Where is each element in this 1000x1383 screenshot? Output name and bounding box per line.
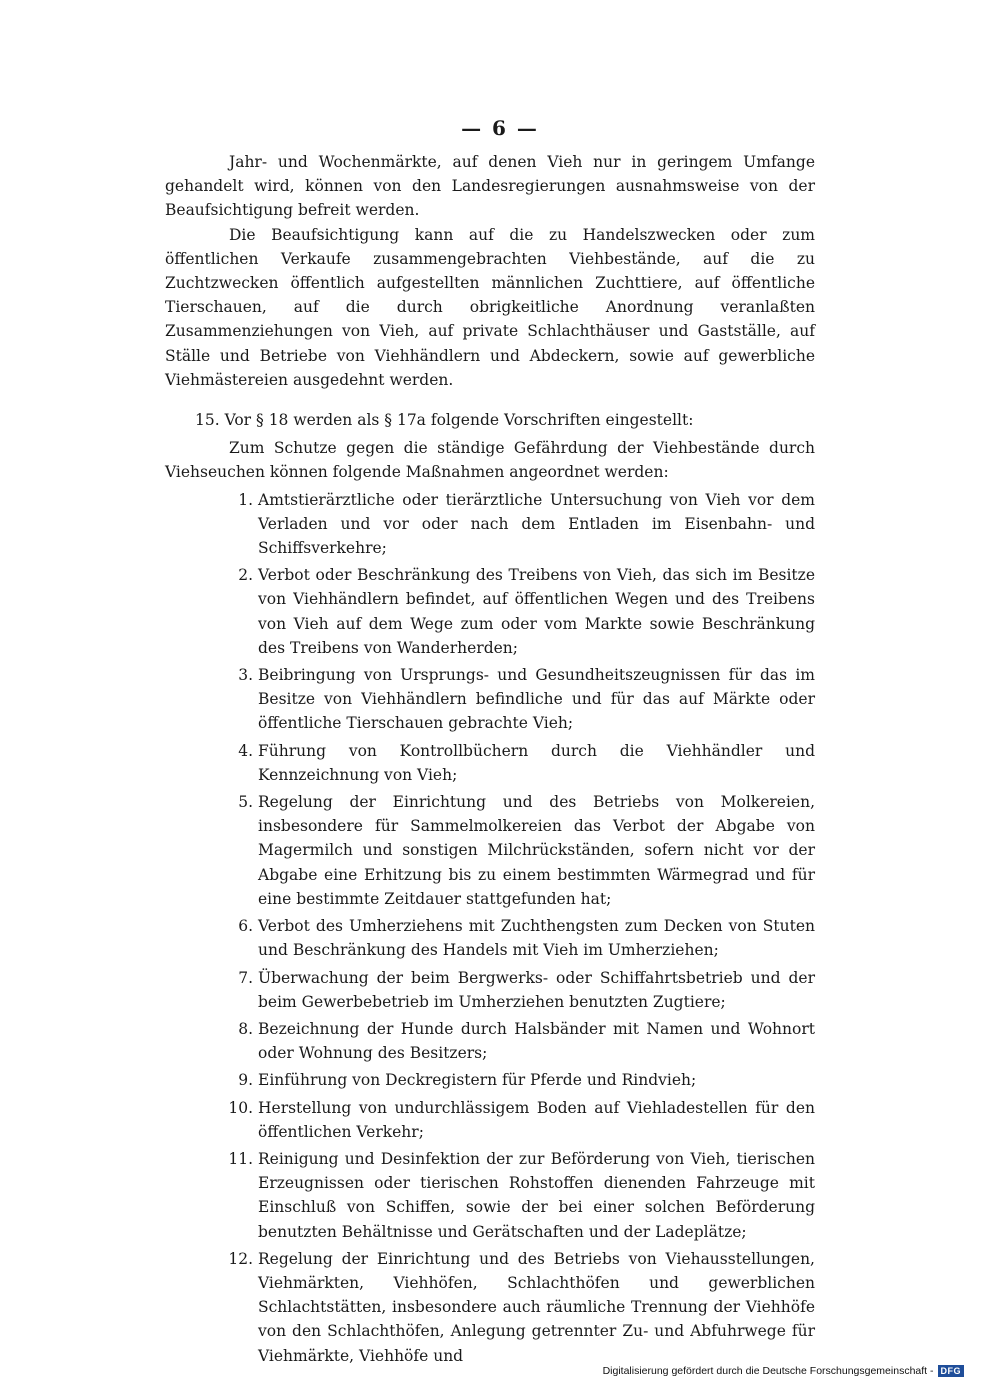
item-number: 7. (238, 968, 253, 987)
item-number: 1. (238, 490, 253, 509)
paragraph-supervision-scope: Die Beaufsichtigung kann auf die zu Handelszwecken oder zum öffentlichen Verkaufe zusammengebrachten Viehbestände, auf die zu Zuchtzwecken öffentlich aufgestellten männlichen Zuchttiere, auf öffentliche Tierschauen, auf die durch obrigkeitliche Anordnung veranlaßten Zusammenziehungen von Vieh, auf private Schlachthäuser und Gastställe, auf Ställe und Betriebe von Viehhändlern und Abdeckern, sowie auf gewerbliche Viehmästereien ausgedehnt werden. (165, 225, 815, 389)
item-number: 3. (238, 666, 253, 685)
list-item (165, 1147, 815, 1244)
item-text: Bezeichnung der Hunde durch Halsbänder mit Namen und Wohnort oder Wohnung des Besitzers; (258, 1019, 815, 1063)
list-item (165, 488, 815, 561)
list-item (165, 663, 815, 736)
list-item (165, 790, 815, 911)
item-number: 5. (238, 793, 253, 812)
paragraph-markets-exemption: Jahr- und Wochenmärkte, auf denen Vieh nur in geringem Umfange gehandelt wird, können von den Landesregierungen ausnahmsweise von der Beaufsichtigung befreit werden. (165, 153, 815, 220)
item-number: 11. (228, 1149, 253, 1168)
measures-list (165, 488, 815, 1368)
list-item (165, 739, 815, 787)
item-text: Überwachung der beim Bergwerks- oder Schiffahrtsbetrieb und der beim Gewerbebetrieb im Umherziehen benutzten Zugtiere; (258, 968, 815, 1011)
item-number: 12. (228, 1249, 253, 1268)
section-15-heading: 15. Vor § 18 werden als § 17a folgende Vorschriften eingestellt: (195, 411, 694, 430)
list-item (165, 563, 815, 660)
digitization-footer (603, 1365, 964, 1377)
item-text: Herstellung von undurchlässigem Boden auf Viehladestellen für den öffentlichen Verkehr; (258, 1098, 815, 1141)
list-item (165, 914, 815, 962)
item-number: 9. (238, 1071, 253, 1090)
page-number: — 6 — (461, 116, 539, 140)
list-item (165, 1096, 815, 1144)
footer-credit: Digitalisierung gefördert durch die Deutsche Forschungsgemeinschaft - (602, 1365, 934, 1377)
item-number: 8. (238, 1019, 253, 1038)
item-text: Amtstierärztliche oder tierärztliche Untersuchung von Vieh vor dem Verladen und vor oder nach dem Entladen im Eisenbahn- und Schiffsverkehre; (258, 490, 815, 558)
list-item (165, 1247, 815, 1368)
item-text: Einführung von Deckregistern für Pferde und Rindvieh; (258, 1071, 697, 1090)
item-number: 6. (238, 917, 253, 936)
dfg-logo: DFG (938, 1365, 965, 1377)
paragraph-protection-intro: Zum Schutze gegen die ständige Gefährdung der Viehbestände durch Viehseuchen können folgende Maßnahmen angeordnet werden: (165, 439, 815, 482)
list-item (165, 966, 815, 1014)
document-body (165, 150, 815, 1368)
item-number: 4. (238, 741, 253, 760)
item-number: 10. (228, 1098, 253, 1117)
item-text: Führung von Kontrollbüchern durch die Viehhändler und Kennzeichnung von Vieh; (258, 741, 815, 784)
item-text: Verbot des Umherziehens mit Zuchthengsten zum Decken von Stuten und Beschränkung des Handels mit Vieh im Umherziehen; (258, 917, 815, 960)
item-text: Regelung der Einrichtung und des Betriebs von Molkereien, insbesondere für Sammelmolkereien das Verbot der Abgabe von Magermilch und sonstigen Milchrückständen, sofern nicht vor der Abgabe eine Erhitzung bis zu einem bestimmten Wärmegrad und für eine bestimmte Zeitdauer stattgefunden hat; (258, 793, 815, 908)
item-text: Reinigung und Desinfektion der zur Beförderung von Vieh, tierischen Erzeugnissen oder tierischen Rohstoffen dienenden Fahrzeuge mit Einschluß von Schiffen, sowie der bei einer solchen Beförderung benutzten Behältnisse und Gerätschaften und der Ladeplätze; (258, 1149, 815, 1241)
list-item (165, 1017, 815, 1065)
item-text: Beibringung von Ursprungs- und Gesundheitszeugnissen für das im Besitze von Viehhändlern befindliche und für das auf Märkte oder öffentliche Tierschauen gebrachte Vieh; (258, 666, 815, 733)
item-text: Regelung der Einrichtung und des Betriebs von Viehausstellungen, Viehmärkten, Viehhöfen, Schlachthöfen und gewerblichen Schlachtstätten, insbesondere auch räumliche Trennung der Viehhöfe von den Schlachthöfen, Anlegung getrennter Zu- und Abfuhrwege für Viehmärkte, Viehhöfe und (258, 1249, 815, 1365)
item-number: 2. (238, 566, 253, 585)
list-item (165, 1068, 815, 1092)
item-text: Verbot oder Beschränkung des Treibens von Vieh, das sich im Besitze von Viehhändlern befindet, auf öffentlichen Wegen und des Treibens von Vieh auf dem Wege zum oder vom Markte sowie Beschränkung des Treibens von Wanderherden; (258, 566, 815, 657)
